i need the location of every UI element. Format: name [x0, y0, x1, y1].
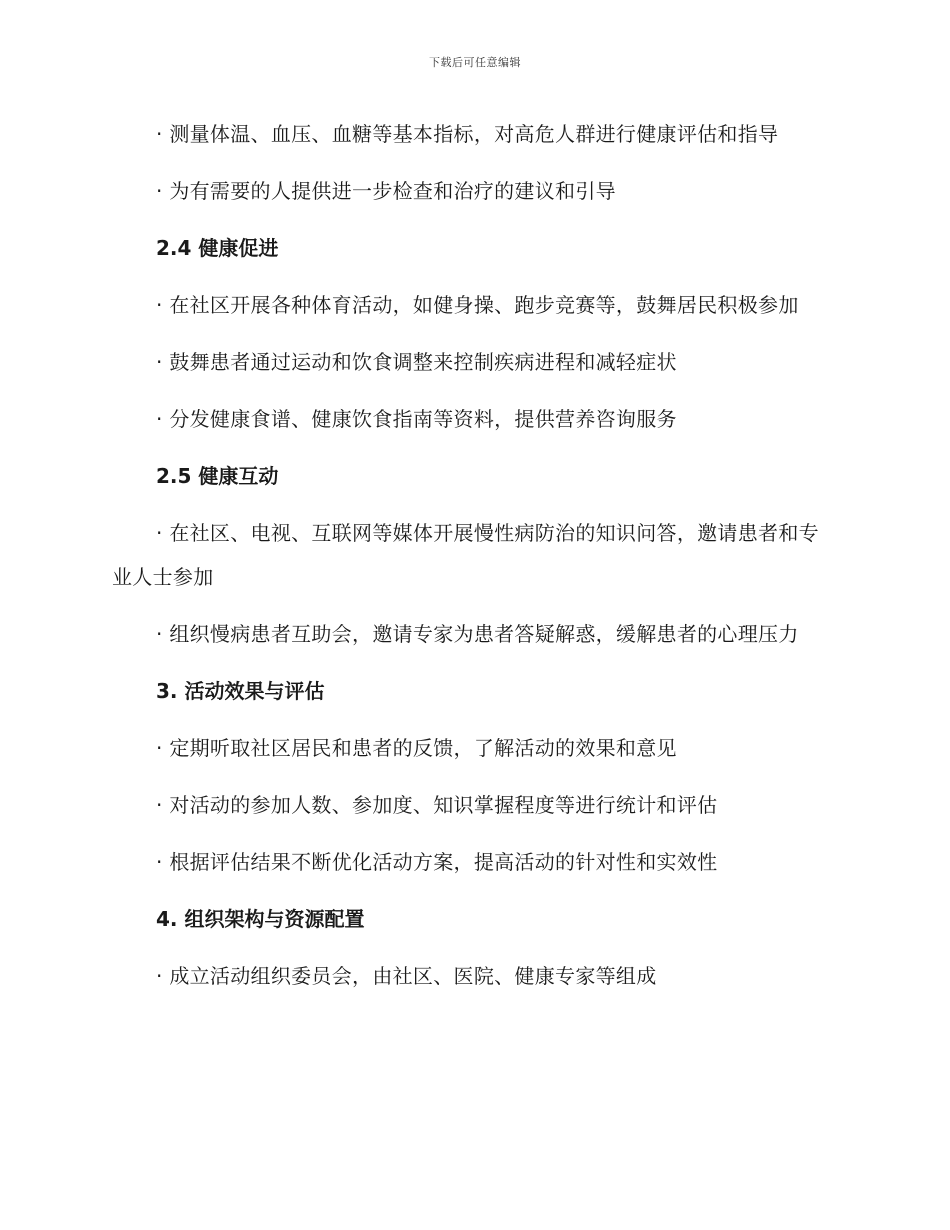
bullet-paragraph: · 测量体温、血压、血糖等基本指标，对高危人群进行健康评估和指导	[156, 122, 779, 146]
section-heading: 4. 组织架构与资源配置	[156, 907, 365, 931]
document-body	[112, 112, 822, 1011]
bullet-paragraph: · 在社区开展各种体育活动，如健身操、跑步竞赛等，鼓舞居民积极参加	[156, 293, 799, 317]
page-header: 下载后可任意编辑	[429, 56, 521, 69]
bullet-paragraph: · 鼓舞患者通过运动和饮食调整来控制疾病进程和减轻症状	[156, 350, 677, 374]
bullet-paragraph: · 为有需要的人提供进一步检查和治疗的建议和引导	[156, 179, 616, 203]
bullet-paragraph: · 在社区、电视、互联网等媒体开展慢性病防治的知识问答，邀请患者和专业人士参加	[112, 521, 819, 589]
section-heading: 2.5 健康互动	[156, 464, 279, 488]
section-heading: 2.4 健康促进	[156, 236, 279, 260]
bullet-paragraph: · 根据评估结果不断优化活动方案，提高活动的针对性和实效性	[156, 850, 718, 874]
bullet-paragraph: · 对活动的参加人数、参加度、知识掌握程度等进行统计和评估	[156, 793, 718, 817]
bullet-paragraph: · 成立活动组织委员会，由社区、医院、健康专家等组成	[156, 964, 657, 988]
bullet-paragraph: · 组织慢病患者互助会，邀请专家为患者答疑解惑，缓解患者的心理压力	[156, 622, 799, 646]
bullet-paragraph: · 定期听取社区居民和患者的反馈，了解活动的效果和意见	[156, 736, 677, 760]
section-heading: 3. 活动效果与评估	[156, 679, 325, 703]
bullet-paragraph: · 分发健康食谱、健康饮食指南等资料，提供营养咨询服务	[156, 407, 677, 431]
